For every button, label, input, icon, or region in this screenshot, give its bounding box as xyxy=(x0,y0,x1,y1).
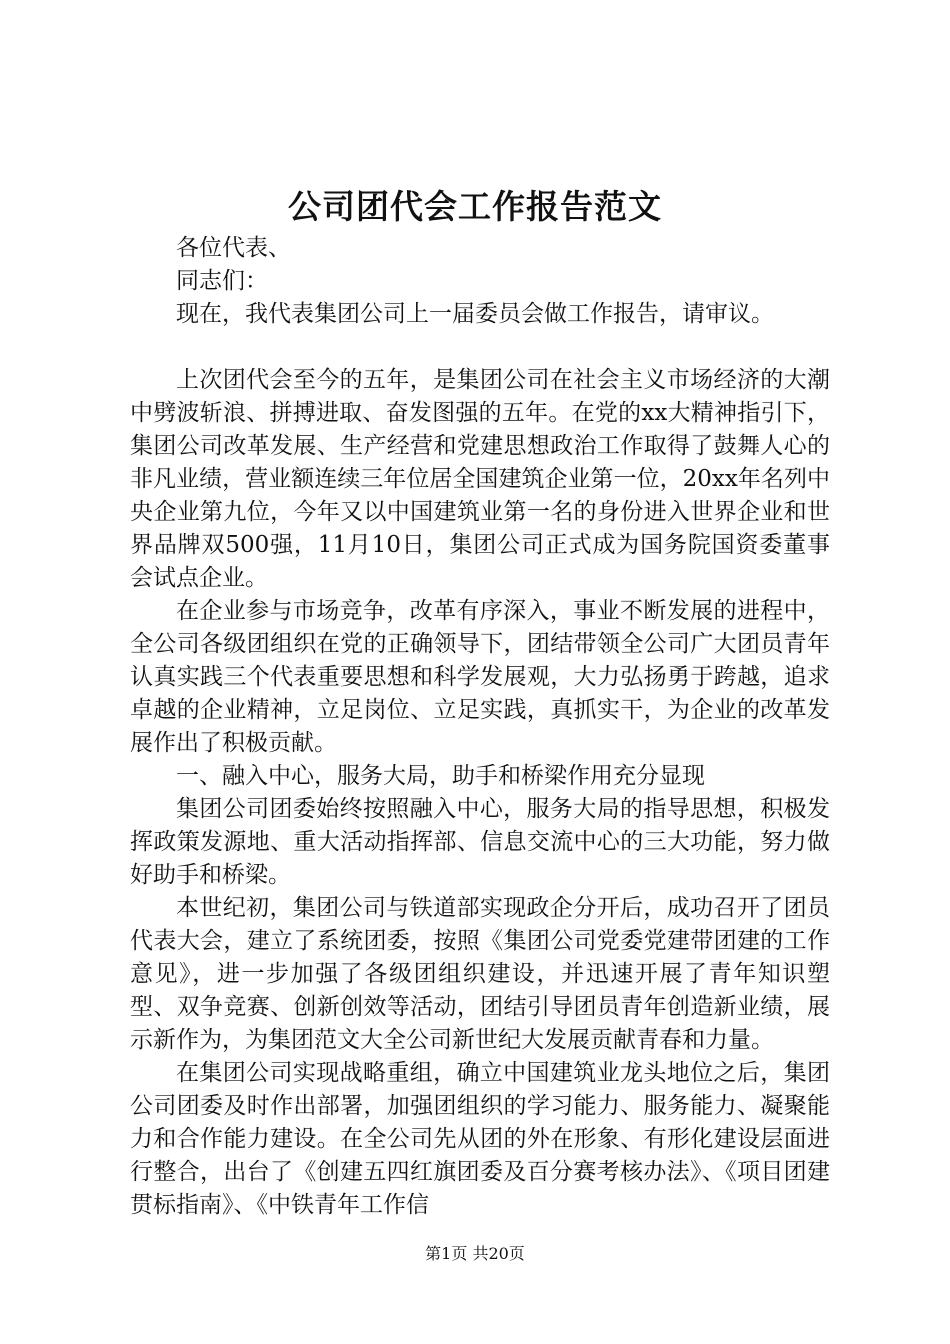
document-body xyxy=(130,232,830,1222)
document-title: 公司团代会工作报告范文 xyxy=(288,187,662,226)
body-paragraph: 在企业参与市场竞争，改革有序深入，事业不断发展的进程中，全公司各级团组织在党的正确领导下，团结带领全公司广大团员青年认真实践三个代表重要思想和科学发展观，大力弘扬勇于跨越，追求卓越的企业精神，立足岗位、立足实践，真抓实干，为企业的改革发展作出了积极贡献。 xyxy=(130,598,830,756)
body-paragraph: 在集团公司实现战略重组，确立中国建筑业龙头地位之后，集团公司团委及时作出部署，加强团组织的学习能力、服务能力、凝聚能力和合作能力建设。在全公司先从团的外在形象、有形化建设层面进行整合，出台了《创建五四红旗团委及百分赛考核办法》、《项目团建贯标指南》、《中铁青年工作信 xyxy=(130,1060,830,1218)
section-heading: 一、融入中心，服务大局，助手和桥梁作用充分显现 xyxy=(176,763,705,789)
body-paragraph: 本世纪初，集团公司与铁道部实现政企分开后，成功召开了团员代表大会，建立了系统团委，按照《集团公司党委党建带团建的工作意见》，进一步加强了各级团组织建设，并迅速开展了青年知识塑型、双争竞赛、创新创效等活动，团结引导团员青年创造新业绩，展示新作为，为集团范文大全公司新世纪大发展贡献青春和力量。 xyxy=(130,895,830,1053)
page-footer: 第1页 共20页 xyxy=(425,1244,525,1263)
body-paragraph: 上次团代会至今的五年，是集团公司在社会主义市场经济的大潮中劈波斩浪、拼搏进取、奋发图强的五年。在党的xx大精神指引下，集团公司改革发展、生产经营和党建思想政治工作取得了鼓舞人心的非凡业绩，营业额连续三年位居全国建筑企业第一位，20xx年名列中央企业第九位，今年又以中国建筑业第一名的身份进入世界企业和世界品牌双500强，11月10日，集团公司正式成为国务院国资委董事会试点企业。 xyxy=(130,367,830,591)
blank-line xyxy=(130,331,830,364)
intro-paragraph: 现在，我代表集团公司上一届委员会做工作报告，请审议。 xyxy=(176,301,774,327)
body-paragraph: 集团公司团委始终按照融入中心，服务大局的指导思想，积极发挥政策发源地、重大活动指挥部、信息交流中心的三大功能，努力做好助手和桥梁。 xyxy=(130,796,830,888)
greeting-line-1: 各位代表、 xyxy=(176,235,291,261)
greeting-line-2: 同志们： xyxy=(176,268,268,294)
